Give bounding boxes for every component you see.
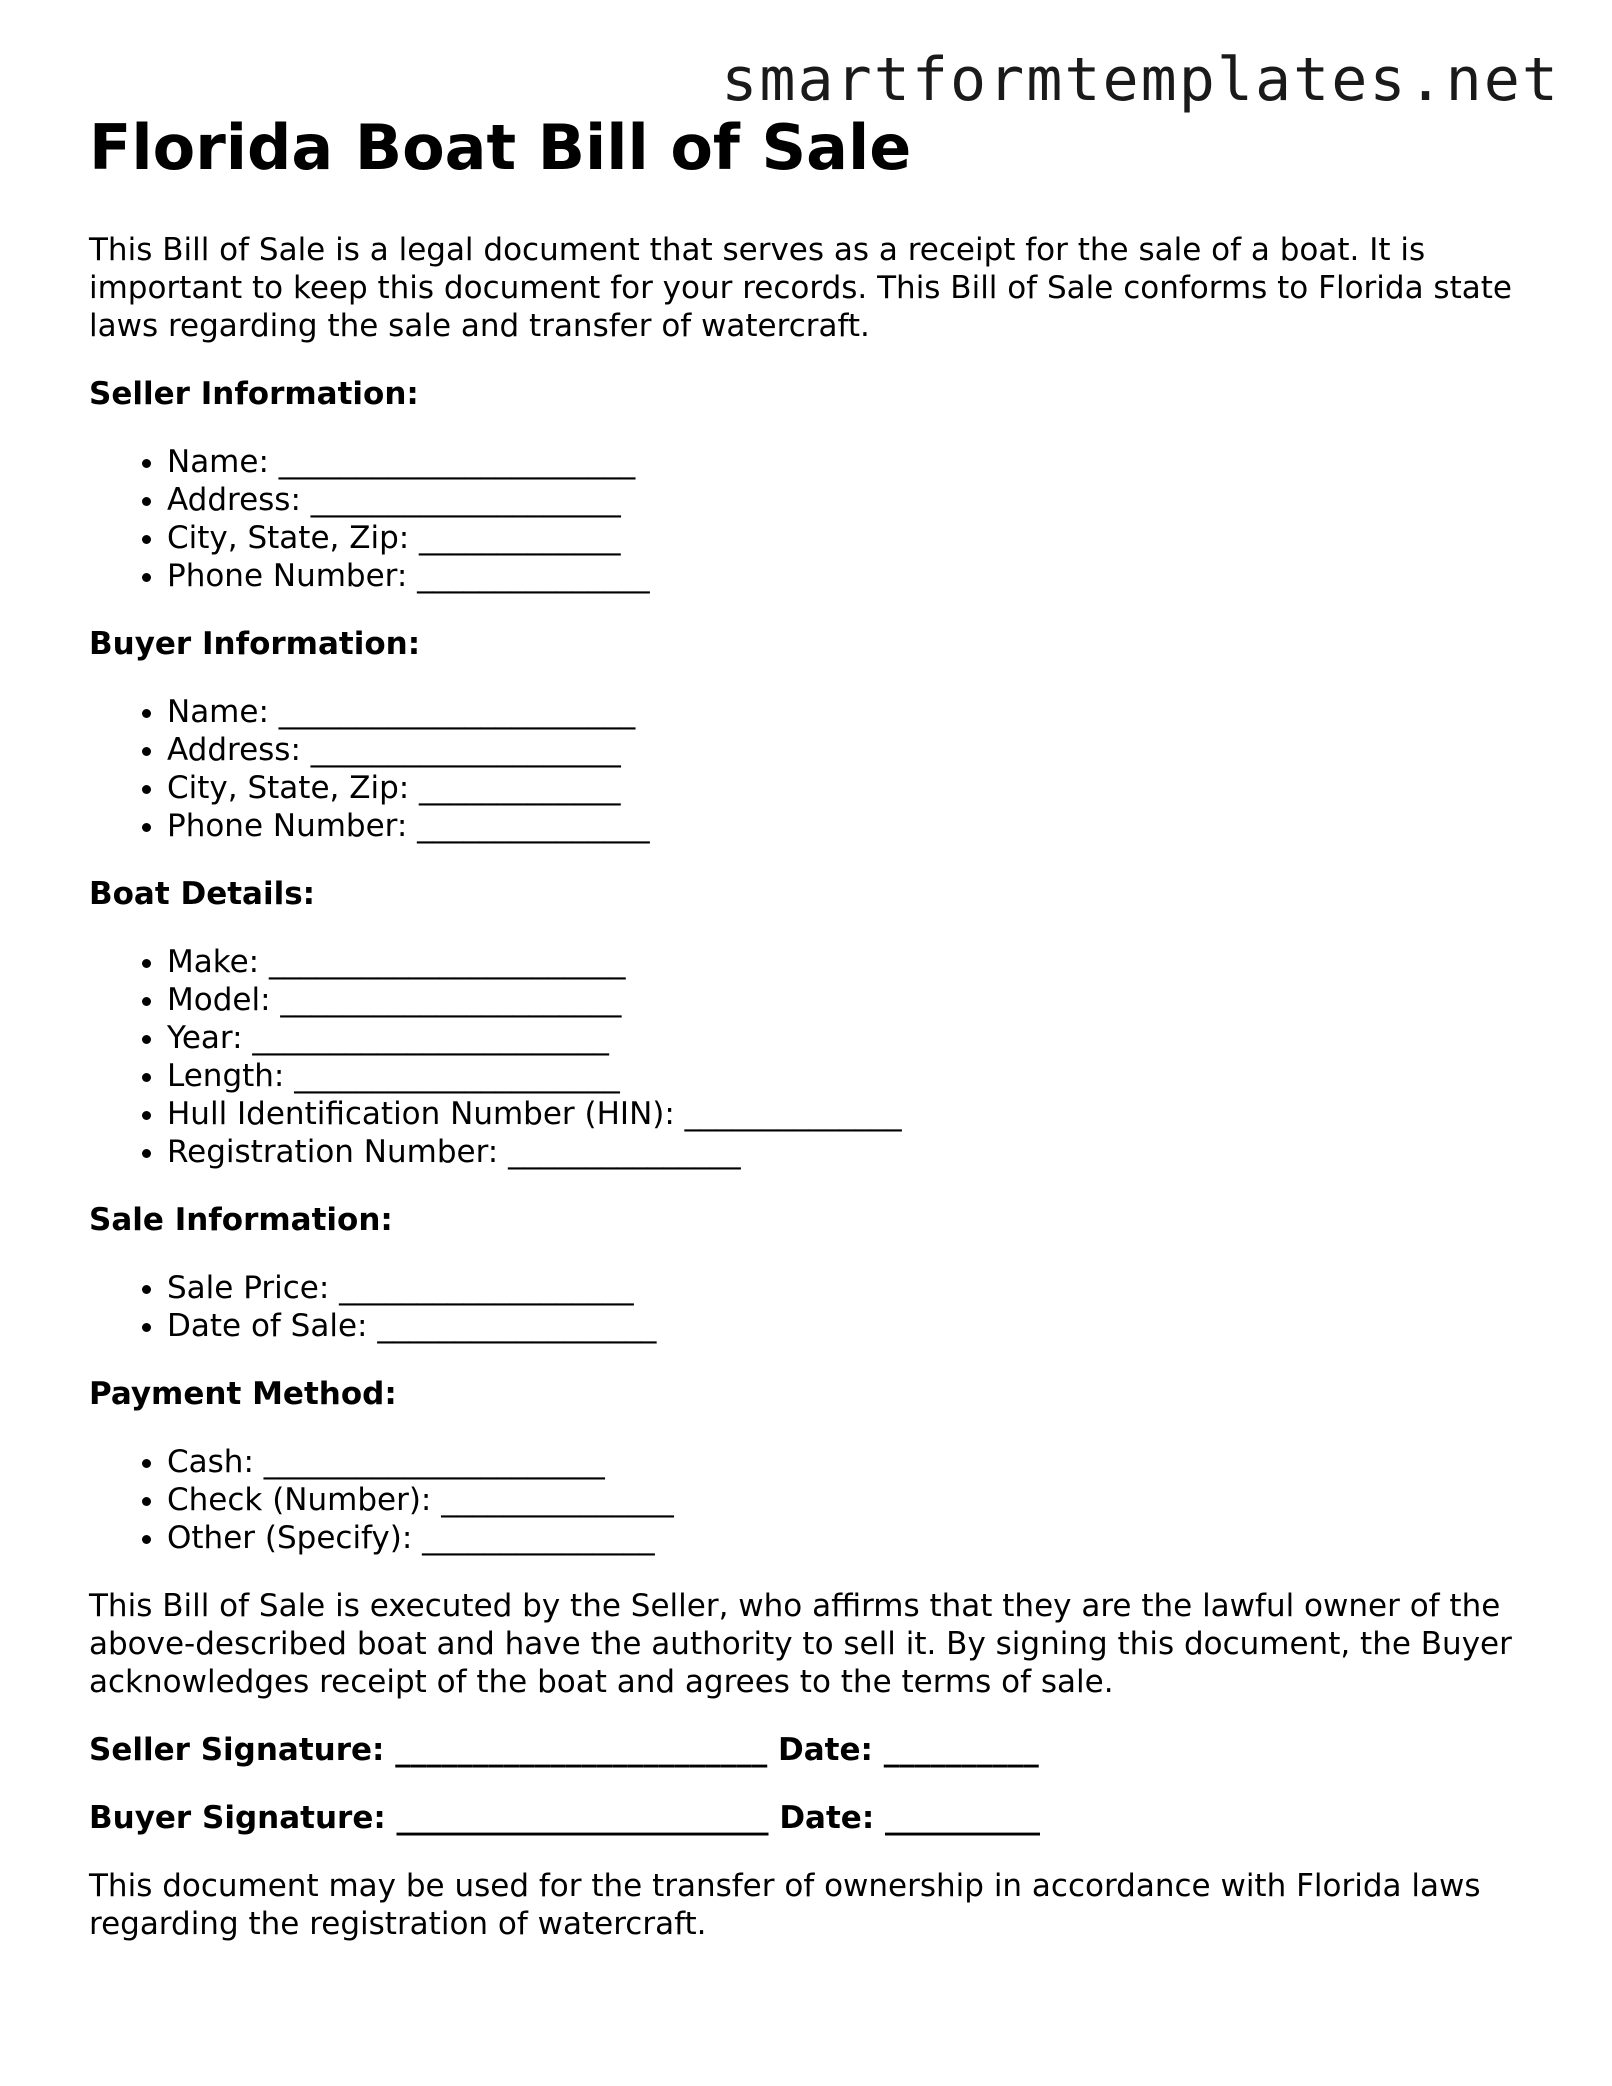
boat-hin-field: • Hull Identification Number (HIN): ______________ [167, 1095, 1539, 1133]
footer-paragraph: This document may be used for the transfer of ownership in accordance with Florida laws regarding the registration of watercraft. [89, 1868, 1481, 1943]
sale-date-field: • Date of Sale: __________________ [167, 1307, 1539, 1345]
buyer-city-state-zip-field: • City, State, Zip: _____________ [167, 769, 1539, 807]
buyer-phone-field: • Phone Number: _______________ [167, 807, 1539, 845]
sale-info-list [89, 1269, 1539, 1345]
buyer-name-field: • Name: _______________________ [167, 693, 1539, 731]
boat-section-heading: Boat Details: [89, 876, 316, 913]
closing-paragraph: This Bill of Sale is executed by the Seller, who affirms that they are the lawful owner of the above-described boat and have the authority to sell it. By signing this document, the Buyer acknowledges receipt of the boat and agrees to the terms of sale. [89, 1588, 1512, 1701]
payment-other-field: • Other (Specify): _______________ [167, 1519, 1539, 1557]
boat-details-list [89, 943, 1539, 1171]
seller-address-field: • Address: ____________________ [167, 481, 1539, 519]
seller-info-list [89, 443, 1539, 595]
seller-phone-field: • Phone Number: _______________ [167, 557, 1539, 595]
boat-model-field: • Model: ______________________ [167, 981, 1539, 1019]
payment-method-list [89, 1443, 1539, 1557]
page-title: Florida Boat Bill of Sale [89, 111, 912, 184]
boat-length-field: • Length: _____________________ [167, 1057, 1539, 1095]
buyer-section-heading: Buyer Information: [89, 626, 421, 663]
payment-section-heading: Payment Method: [89, 1376, 397, 1413]
seller-name-field: • Name: _______________________ [167, 443, 1539, 481]
seller-city-state-zip-field: • City, State, Zip: _____________ [167, 519, 1539, 557]
buyer-signature-line: Buyer Signature: ________________________ Date: __________ [89, 1800, 1041, 1837]
boat-registration-field: • Registration Number: _______________ [167, 1133, 1539, 1171]
boat-year-field: • Year: _______________________ [167, 1019, 1539, 1057]
intro-paragraph: This Bill of Sale is a legal document that serves as a receipt for the sale of a boat. It is important to keep this document for your records. This Bill of Sale conforms to Florida state laws regarding the sale and transfer of watercraft. [89, 232, 1512, 345]
boat-make-field: • Make: _______________________ [167, 943, 1539, 981]
payment-check-field: • Check (Number): _______________ [167, 1481, 1539, 1519]
buyer-address-field: • Address: ____________________ [167, 731, 1539, 769]
buyer-info-list [89, 693, 1539, 845]
watermark: smartformtemplates.net [721, 45, 1560, 115]
seller-signature-line: Seller Signature: ________________________ Date: __________ [89, 1732, 1039, 1769]
payment-cash-field: • Cash: ______________________ [167, 1443, 1539, 1481]
seller-section-heading: Seller Information: [89, 376, 419, 413]
sale-price-field: • Sale Price: ___________________ [167, 1269, 1539, 1307]
document-body [89, 112, 1539, 1943]
sale-section-heading: Sale Information: [89, 1202, 393, 1239]
